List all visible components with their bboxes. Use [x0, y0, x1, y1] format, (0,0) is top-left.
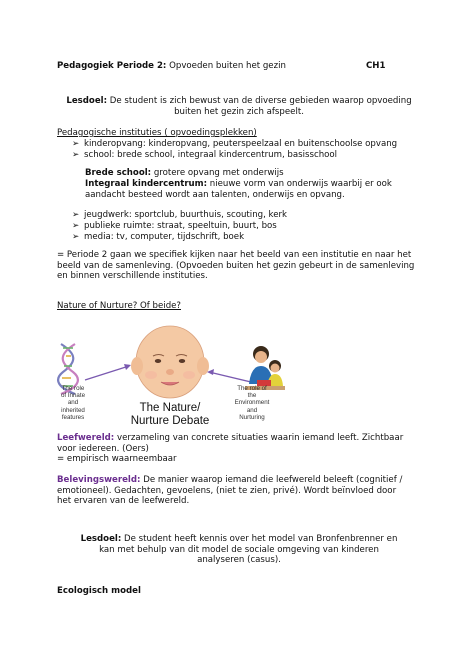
header-chapter: CH1 — [366, 61, 386, 71]
belevingswereld-text-2: emotioneel). Gedachten, gevoelens, (niet te zien, privé). Wordt beïnvloed door — [57, 485, 397, 496]
caption-line: of Innate — [60, 392, 86, 400]
arrow-bullet-icon: ➢ — [72, 232, 80, 242]
ikc-text: nieuwe vorm van onderwijs waarbij er ook — [207, 179, 392, 189]
periode-line-3: en binnen verschillende instituties. — [57, 271, 208, 282]
lesdoel-2 — [57, 534, 421, 566]
lesdoel-2-label: Lesdoel: — [80, 534, 122, 544]
brede-school-definition — [85, 168, 425, 179]
caption-line: Nurturing — [239, 413, 265, 421]
debate-title-line-2: Nurture Debate — [130, 415, 210, 427]
lesdoel-1-label: Lesdoel: — [66, 96, 108, 106]
baby-face-icon — [131, 326, 209, 398]
header-topic: Opvoeden buiten het gezin — [166, 61, 286, 71]
family-reading-icon — [245, 346, 285, 390]
nature-caption — [56, 385, 90, 421]
arrow-bullet-icon: ➢ — [72, 150, 80, 160]
nurture-caption — [229, 385, 275, 421]
periode-line-2: beeld van de samenleving. (Opvoeden buiten het gezin gebeurt in de samenleving — [57, 260, 415, 271]
brede-school-label: Brede school: — [85, 168, 152, 178]
lesdoel-2-text-2: kan met behulp van dit model de sociale omgeving van kinderen — [99, 544, 379, 555]
arrow-bullet-icon: ➢ — [72, 210, 80, 220]
leefwereld-definition — [57, 433, 429, 465]
list-item-text: jeugdwerk: sportclub, buurthuis, scouting, kerk — [84, 210, 288, 220]
brede-school-text: grotere opvang met onderwijs — [151, 168, 284, 178]
arrow-icon — [207, 369, 251, 382]
lesdoel-2-text: De student heeft kennis over het model van Bronfenbrenner en — [121, 534, 398, 544]
ikc-definition — [85, 179, 430, 200]
leefwereld-text-3: = empirisch waarneembaar — [57, 454, 177, 465]
institutions-heading: Pedagogische instituties ( opvoedingsplekken) — [57, 128, 257, 138]
list-item — [72, 139, 412, 150]
belevingswereld-label: Belevingswereld: — [57, 475, 141, 485]
debate-title-line-1: The Nature/ — [139, 402, 201, 414]
lesdoel-1-text: De student is zich bewust van de diverse gebieden waarop opvoeding — [107, 96, 412, 106]
document-header — [57, 61, 357, 72]
lesdoel-1 — [57, 96, 421, 117]
caption-line: and — [246, 406, 258, 414]
caption-line: features — [61, 413, 85, 421]
leefwereld-text-2: voor iedereen. (Oers) — [57, 443, 149, 454]
caption-line: Environment — [234, 399, 270, 407]
caption-line: The role — [61, 385, 85, 392]
caption-line: The role of — [237, 385, 267, 392]
arrow-icon — [85, 364, 131, 380]
list-item-text: school: brede school, integraal kindercentrum, basisschool — [84, 150, 338, 160]
periode-line-1: = Periode 2 gaan we specifiek kijken naar het beeld van een institutie en naar het — [57, 250, 412, 260]
belevingswereld-text: De manier waarop iemand die leefwereld beleeft (cognitief / — [140, 475, 403, 485]
header-subject: Pedagogiek Periode 2: — [57, 61, 167, 71]
belevingswereld-definition — [57, 475, 429, 507]
list-item — [72, 210, 412, 221]
periode-paragraph — [57, 250, 427, 282]
list-item-text: media: tv, computer, tijdschrift, boek — [84, 232, 245, 242]
caption-line: and — [67, 399, 79, 407]
list-item — [72, 221, 412, 232]
list-item-text: kinderopvang: kinderopvang, peuterspeelzaal en buitenschoolse opvang — [84, 139, 398, 149]
list-item-text: publieke ruimte: straat, speeltuin, buurt, bos — [84, 221, 277, 231]
ikc-label: Integraal kindercentrum: — [85, 179, 208, 189]
caption-line: inherited — [61, 406, 85, 414]
ikc-text-2: aandacht besteed wordt aan talenten, onderwijs en opvang. — [85, 189, 345, 200]
list-item — [72, 232, 412, 243]
lesdoel-2-text-3: analyseren (casus). — [197, 555, 281, 566]
list-item — [72, 150, 412, 161]
nature-heading: Nature of Nurture? Of beide? — [57, 301, 181, 311]
arrow-bullet-icon: ➢ — [72, 221, 80, 231]
belevingswereld-text-3: het ervaren van de leefwereld. — [57, 496, 190, 507]
debate-title — [112, 402, 228, 428]
ecologisch-heading: Ecologisch model — [57, 586, 141, 596]
leefwereld-text: verzameling van concrete situaties waarin iemand leeft. Zichtbaar — [114, 433, 404, 443]
caption-line: the — [247, 392, 257, 400]
leefwereld-label: Leefwereld: — [57, 433, 115, 443]
arrow-bullet-icon: ➢ — [72, 139, 80, 149]
lesdoel-1-text-2: buiten het gezin zich afspeelt. — [174, 106, 304, 117]
